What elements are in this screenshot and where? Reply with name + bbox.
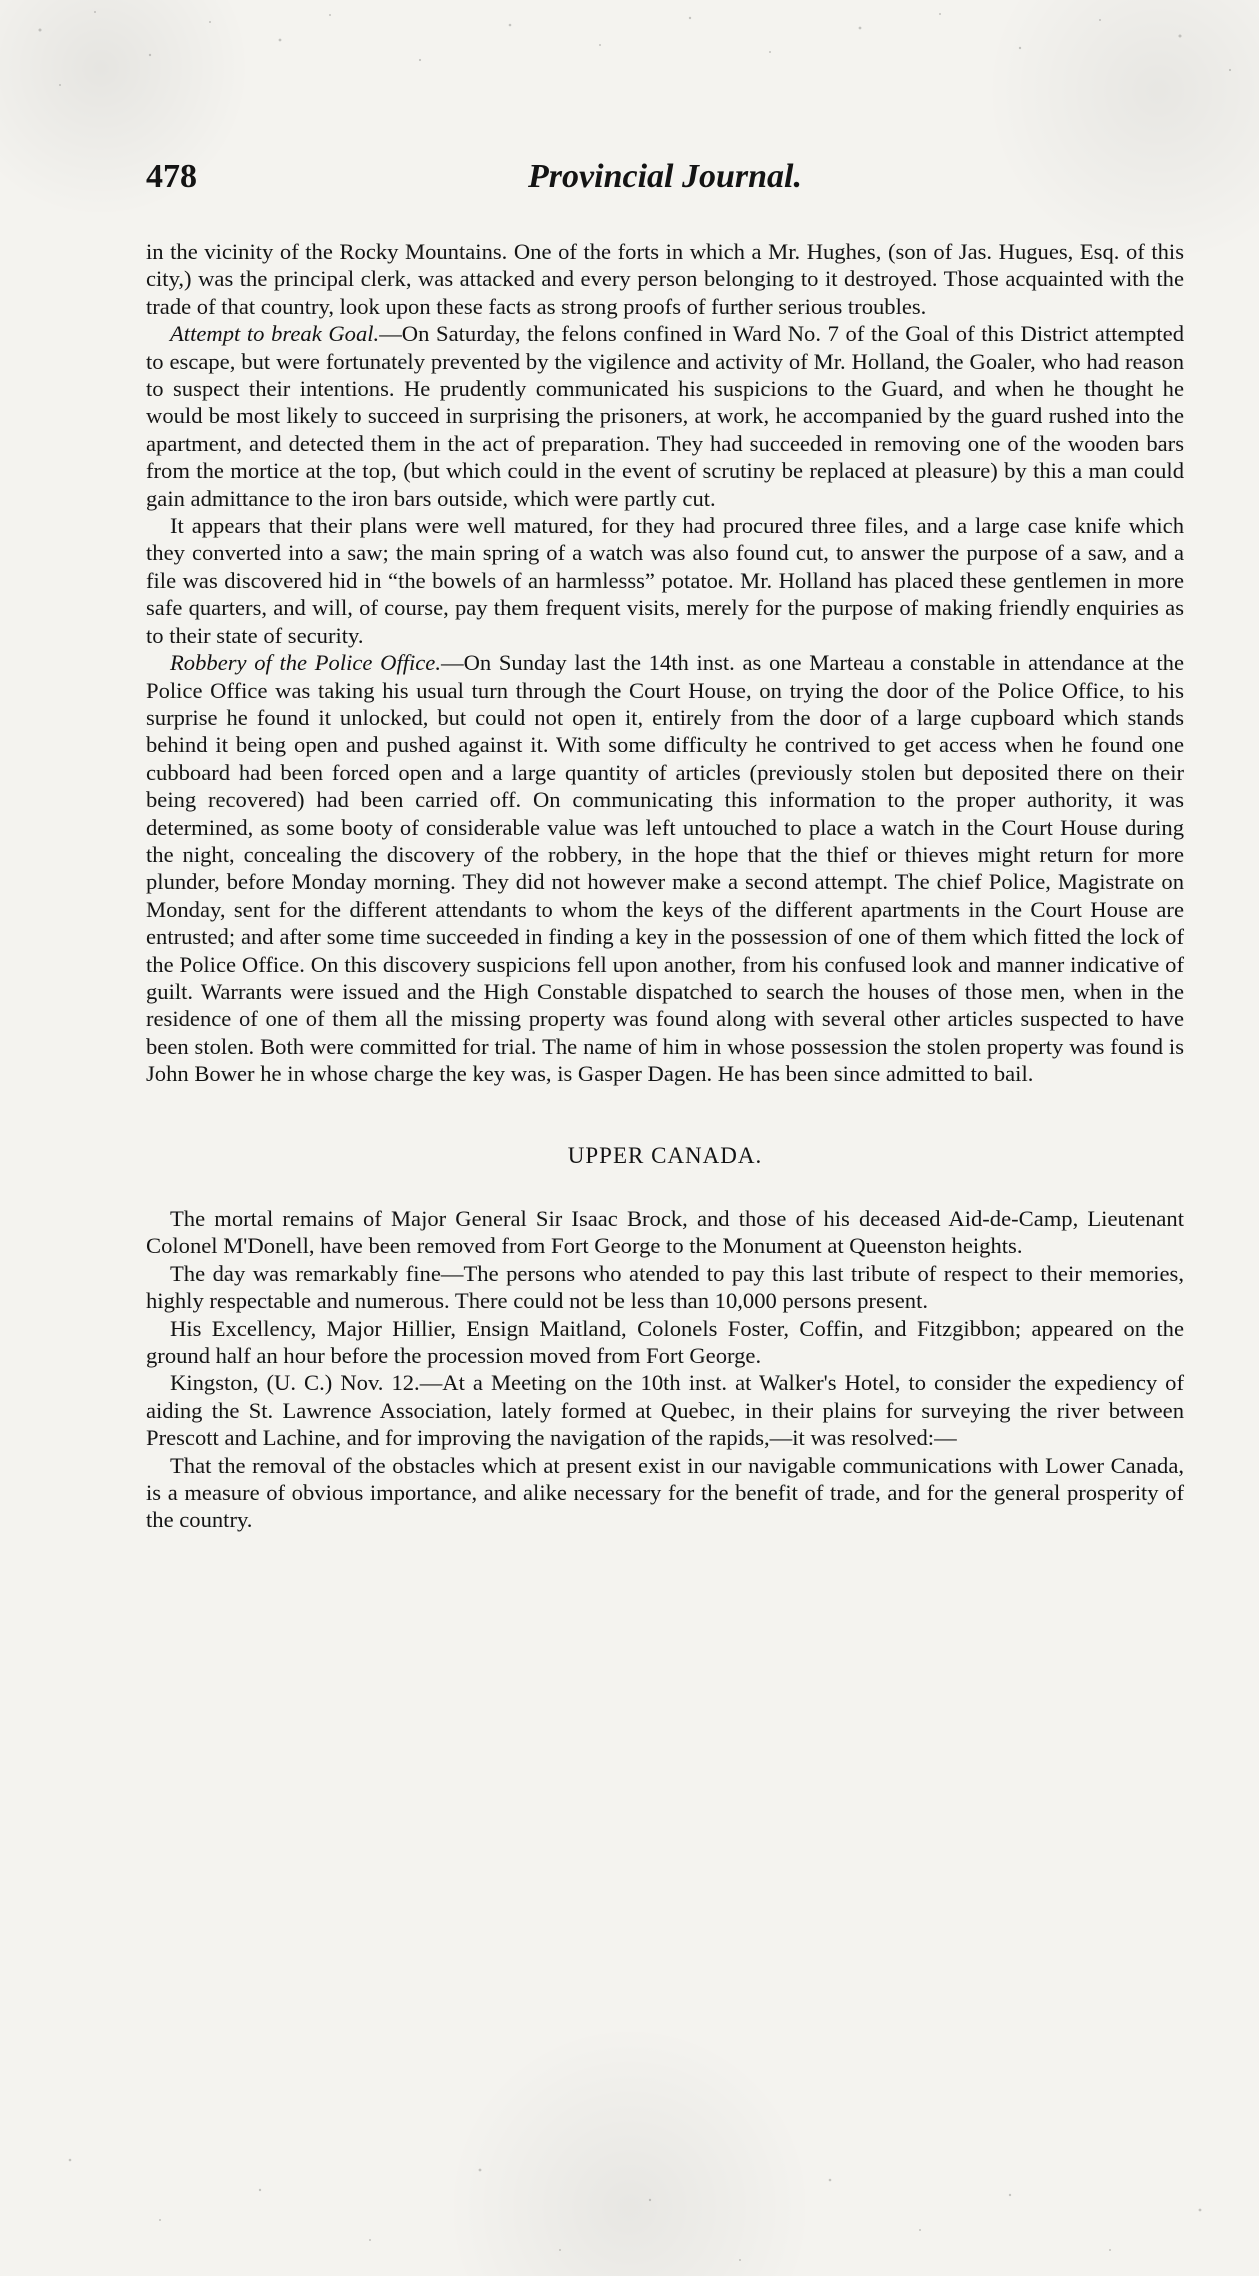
paragraph-resolution: That the removal of the obstacles which at present exist in our navigable communications with Lower Canada, is a measure of obvious importance, and alike necessary for the benefit of trade, and for the general prosperity of the country. [146, 1452, 1184, 1533]
paragraph-his-excellency: His Excellency, Major Hillier, Ensign Maitland, Colonels Foster, Coffin, and Fitzgibbon; appeared on the ground half an hour before the procession moved from Fort George. [146, 1315, 1184, 1369]
paragraph-plans: It appears that their plans were well matured, for they had procured three files, and a large case knife which they converted into a saw; the main spring of a watch was also found cut, to answer the purpose of a saw, and a file was discovered hid in “the bowels of an harmlesss” potatoe. Mr. Holland has placed these gentlemen in more safe quarters, and will, of course, pay them frequent visits, merely for the purpose of making friendly enquiries as to their state of security. [146, 513, 1184, 648]
paragraph-lead: Attempt to break Goal. [170, 321, 380, 347]
page-header [146, 158, 1184, 208]
section-heading: UPPER CANADA. [567, 1142, 763, 1168]
paragraph-rocky-mountains: in the vicinity of the Rocky Mountains. One of the forts in which a Mr. Hughes, (son of Jas. Hugues, Esq. of this city,) was the principal clerk, was attacked and every person belonging to it destroyed. Those acquainted with the trade of that country, look upon these facts as strong proofs of further serious troubles. [146, 239, 1184, 319]
paragraph-kingston-meeting: Kingston, (U. C.) Nov. 12.—At a Meeting on the 10th inst. at Walker's Hotel, to consider the expediency of aiding the St. Lawrence Association, lately formed at Quebec, in their plains for surveying the river between Prescott and Lachine, and for improving the navigation of the rapids,—it was resolved:— [146, 1370, 1184, 1451]
paragraph-body: —On Saturday, the felons confined in Ward No. 7 of the Goal of this District attempted to escape, but were fortunately prevented by the vigilence and activity of Mr. Holland, the Goaler, who had reason to suspect their intentions. He prudently communicated his suspicions to the Guard, and when he thought he would be most likely to succeed in surprising the prisoners, at work, he accompanied by the guard rushed into the apartment, and detected them in the act of preparation. They had succeeded in removing one of the wooden bars from the mortice at the top, (but which could in the event of scrutiny be replaced at pleasure) by this a man could gain admittance to the iron bars outside, which were partly cut. [146, 321, 1184, 511]
text-column [146, 238, 1184, 1534]
page-number: 478 [146, 158, 197, 195]
paragraph-body: —On Sunday last the 14th inst. as one Marteau a constable in attendance at the Police Office was taking his usual turn through the Court House, on trying the door of the Police Office, to his surprise he found it unlocked, but could not open it, entirely from the door of a large cupboard which stands behind it being open and pushed against it. With some difficulty he contrived to get access when he found one cubboard had been forced open and a large quantity of articles (previously stolen but deposited there on their being recovered) had been carried off. On communicating this information to the proper authority, it was determined, as some booty of considerable value was left untouched to place a watch in the Court House during the night, concealing the discovery of the robbery, in the hope that the thief or thieves might return for more plunder, before Monday morning. They did not however make a second attempt. The chief Police, Magistrate on Monday, sent for the different attendants to whom the keys of the different apartments in the Court House are entrusted; and after some time succeeded in finding a key in the possession of one of them which fitted the lock of the Police Office. On this discovery suspicions fell upon another, from his confused look and manner indicative of guilt. Warrants were issued and the High Constable dispatched to search the houses of those men, when in the residence of one of them all the missing property was found along with several other articles suspected to have been stolen. Both were committed for trial. The name of him in whose possession the stolen property was found is John Bower he in whose charge the key was, is Gasper Dagen. He has been since admitted to bail. [146, 650, 1184, 1087]
paragraph-attempt-to-break-goal [146, 320, 1184, 512]
paragraph-brock-remains: The mortal remains of Major General Sir Isaac Brock, and those of his deceased Aid-de-Camp, Lieutenant Colonel M'Donell, have been removed from Fort George to the Monument at Queenston heights. [146, 1206, 1184, 1259]
scan-speckle-top [0, 0, 1259, 120]
scan-speckle-bottom [0, 2100, 1259, 2276]
paragraph-day-fine: The day was remarkably fine—The persons who atended to pay this last tribute of respect to their memories, highly respectable and numerous. There could not be less than 10,000 persons present. [146, 1260, 1184, 1314]
running-title: Provincial Journal. [528, 158, 802, 195]
paragraph-robbery-police-office [146, 649, 1184, 1088]
paragraph-lead: Robbery of the Police Office. [170, 650, 441, 676]
